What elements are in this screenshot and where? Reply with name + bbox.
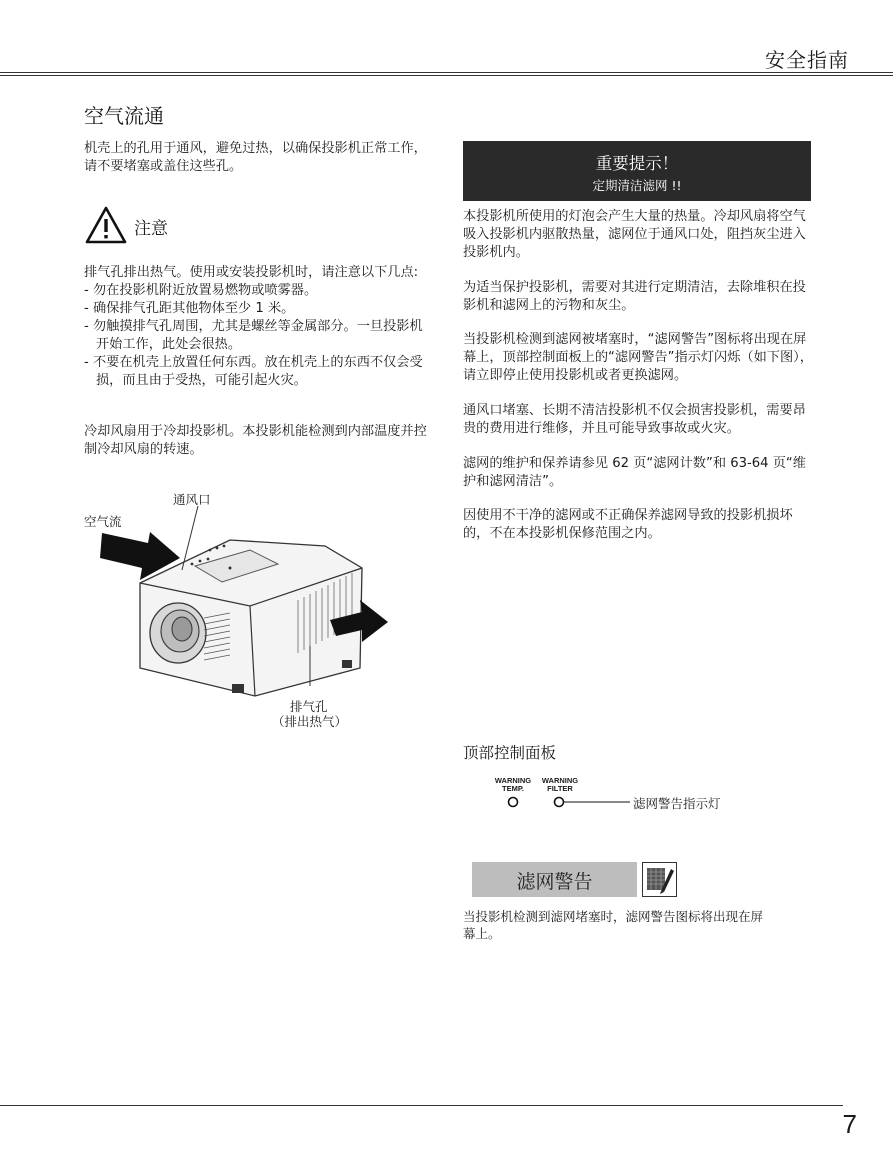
exhaust-vent-sublabel: （排出热气） (272, 714, 348, 729)
caution-list (84, 282, 434, 390)
filter-indicator-icon (555, 798, 564, 807)
notice-title: 重要提示！ (595, 154, 679, 173)
filter-warning-text: 滤网警告 (516, 871, 593, 893)
caution-block (84, 205, 284, 249)
footer-rule (0, 1105, 843, 1106)
right-paragraph: 因使用不干净的滤网或不正确保养滤网导致的投影机损坏的，不在本投影机保修范围之内。 (463, 508, 793, 541)
important-notice (463, 141, 811, 201)
projector-illustration (80, 488, 450, 733)
list-item: - 勿触摸排气孔周围，尤其是螺丝等金属部分。一旦投影机开始工作，此处会很热。 (84, 319, 423, 352)
filter-warning-icon (642, 862, 677, 897)
filter-warning-banner (472, 862, 637, 897)
list-item: - 勿在投影机附近放置易燃物或喷雾器。 (84, 283, 318, 298)
section-title: 空气流通 (84, 104, 164, 128)
chapter-title: 安全指南 (765, 48, 849, 72)
filter-warning-caption: 当投影机检测到滤网堵塞时，滤网警告图标将出现在屏幕上。 (463, 909, 764, 941)
exhaust-intro: 排气孔排出热气。使用或安装投影机时，请注意以下几点: (84, 265, 419, 280)
list-item: - 确保排气孔距其他物体至少 1 米。 (84, 301, 295, 316)
exhaust-notes (84, 264, 434, 390)
top-panel-title: 顶部控制面板 (463, 744, 557, 762)
exhaust-vent-label: 排气孔 (290, 699, 328, 714)
filter-indicator-label: 滤网警告指示灯 (633, 796, 721, 811)
warning-filter-label: WARNING FILTER (541, 776, 579, 793)
list-item: - 不要在机壳上放置任何东西。放在机壳上的东西不仅会受损，而且由于受热，可能引起火灾。 (84, 355, 423, 388)
temp-indicator-icon (509, 798, 518, 807)
cooling-fan-text: 冷却风扇用于冷却投影机。本投影机能检测到内部温度并控制冷却风扇的转速。 (84, 424, 427, 457)
right-paragraph: 当投影机检测到滤网被堵塞时，“滤网警告”图标将出现在屏幕上，顶部控制面板上的“滤网警告”指示灯闪烁（如下图），请立即停止使用投影机或者更换滤网。 (463, 332, 813, 383)
ventilation-intro: 机壳上的孔用于通风，避免过热，以确保投影机正常工作，请不要堵塞或盖住这些孔。 (84, 141, 427, 174)
right-paragraph: 通风口堵塞、长期不清洁投影机不仅会损害投影机，需要昂贵的费用进行维修，并且可能导致事故或火灾。 (463, 403, 806, 436)
notice-subtitle: 定期清洁滤网 !! (592, 178, 682, 193)
airflow-diagram (80, 488, 450, 733)
right-paragraph: 本投影机所使用的灯泡会产生大量的热量。冷却风扇将空气吸入投影机内驱散热量，滤网位于通风口处，阻挡灰尘进入投影机内。 (463, 209, 806, 260)
filter-grid-icon (643, 863, 676, 896)
right-paragraph: 滤网的维护和保养请参见 62 页“滤网计数”和 63-64 页“维护和滤网清洁”。 (463, 456, 806, 489)
page-number: 7 (842, 1109, 857, 1139)
warning-triangle-icon (84, 205, 128, 245)
indicator-lamps (488, 793, 638, 813)
warning-temp-label: WARNING TEMP. (494, 776, 532, 793)
top-control-panel (488, 773, 748, 823)
header-rule (0, 72, 893, 73)
caution-label: 注意 (134, 219, 168, 239)
intake-vent-label: 通风口 (173, 492, 211, 507)
airflow-label: 空气流 (84, 514, 122, 529)
header-rule-secondary (0, 75, 893, 76)
right-paragraph: 为适当保护投影机，需要对其进行定期清洁，去除堆积在投影机和滤网上的污物和灰尘。 (463, 280, 806, 313)
